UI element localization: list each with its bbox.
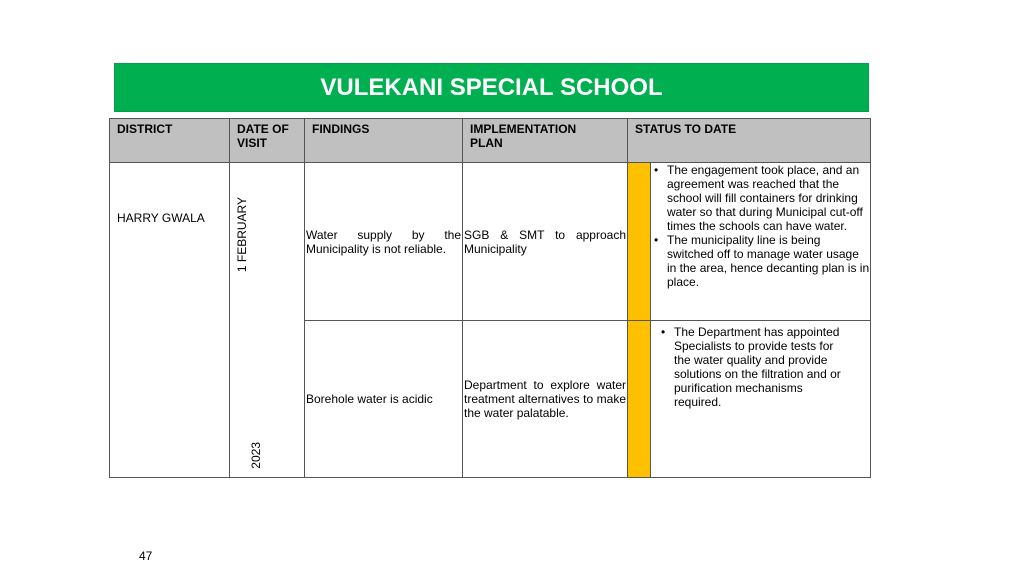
status-list — [651, 163, 870, 289]
finding-text: Water supply by the Municipality is not reliable. — [306, 227, 461, 256]
status-list — [658, 325, 850, 409]
school-title-banner — [114, 63, 869, 112]
page-number: 47 — [139, 549, 153, 563]
header-row — [110, 119, 871, 163]
table-row — [110, 163, 871, 321]
status-cell — [651, 163, 871, 321]
finding-cell — [305, 321, 463, 478]
date-year: 2023 — [249, 442, 263, 469]
finding-text: Borehole water is acidic — [306, 392, 433, 406]
plan-cell — [463, 321, 628, 478]
list-item: • The municipality line is being switched off to manage water usage in the area, hence decanting plan is in place. — [667, 233, 870, 289]
list-item: • The Department has appointed Specialists to provide tests for the water quality and provide solutions on the filtration and or purification mechanisms required. — [674, 325, 850, 409]
visit-findings-table — [109, 118, 871, 478]
plan-text: SGB & SMT to approach Municipality — [464, 227, 626, 256]
header-status-to-date: STATUS TO DATE — [628, 119, 871, 163]
school-title: VULEKANI SPECIAL SCHOOL — [320, 73, 663, 101]
header-findings: FINDINGS — [305, 119, 463, 163]
plan-cell — [463, 163, 628, 321]
finding-cell — [305, 163, 463, 321]
date-month: 1 FEBRUARY — [235, 197, 249, 273]
header-district: DISTRICT — [110, 119, 230, 163]
header-date-of-visit: DATE OF VISIT — [230, 119, 305, 163]
district-cell: HARRY GWALA — [110, 163, 230, 478]
plan-text: Department to explore water treatment alternatives to make the water palatable. — [464, 378, 626, 420]
status-cell — [651, 321, 871, 478]
status-indicator-yellow — [628, 321, 651, 478]
header-implementation-plan: IMPLEMENTATION PLAN — [463, 119, 628, 163]
list-item: • The engagement took place, and an agreement was reached that the school will fill containers for drinking water so that during Municipal cut-off times the schools can have water. — [667, 163, 870, 233]
date-of-visit-cell — [230, 163, 305, 478]
status-indicator-yellow — [628, 163, 651, 321]
